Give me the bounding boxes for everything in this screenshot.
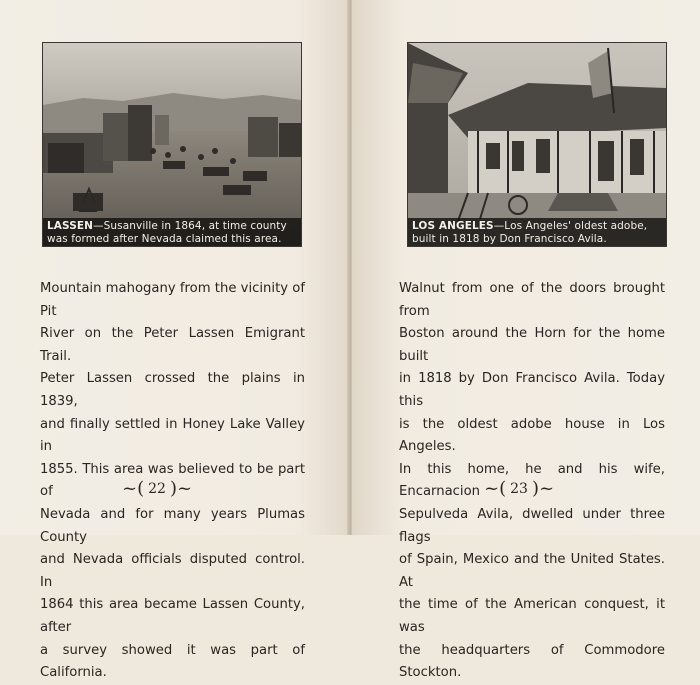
text-line: Peter Lassen crossed the plains in 1839, xyxy=(40,371,305,409)
text-line: a survey showed it was part of California. xyxy=(40,642,305,681)
los-angeles-photo xyxy=(407,42,667,247)
text-line: Boston around the Horn for the home built xyxy=(399,326,665,364)
text-line: the headquarters of Commodore Stockton. xyxy=(399,642,665,681)
ornament-right: )~ xyxy=(169,478,193,499)
text-line: Mountain mahogany from the vicinity of Pit xyxy=(40,281,305,319)
text-line: Sepulveda Avila, dwelled under three flags xyxy=(399,506,665,545)
text-line: Nevada and for many years Plumas County xyxy=(40,506,305,545)
page-number-right xyxy=(484,478,555,499)
ornament-left: ~( xyxy=(122,478,145,499)
page-number: 22 xyxy=(148,481,166,497)
caption-text: —Susanville in 1864, at time county was formed after Nevada claimed this area. xyxy=(47,220,287,245)
page-number-left xyxy=(122,478,193,499)
right-page xyxy=(352,0,700,681)
avila-adobe-image xyxy=(408,43,666,246)
left-page xyxy=(0,0,348,681)
text-line: is the oldest adobe house in Los Angeles. xyxy=(399,416,665,455)
text-line: in 1818 by Don Francisco Avila. Today this xyxy=(399,371,665,409)
text-line: and finally settled in Honey Lake Valley in xyxy=(40,416,305,455)
caption-place: LASSEN xyxy=(47,220,94,232)
los-angeles-caption xyxy=(408,218,666,246)
text-line: 1855. This area was believed to be part of xyxy=(40,461,305,500)
text-line: and Nevada officials disputed control. In xyxy=(40,552,305,590)
susanville-town-image xyxy=(43,43,301,246)
text-line: of Spain, Mexico and the United States. At xyxy=(399,552,665,590)
ornament-left: ~( xyxy=(484,478,507,499)
text-line: Walnut from one of the doors brought from xyxy=(399,281,665,319)
text-line: In this home, he and his wife, Encarnacion xyxy=(399,461,665,500)
page-number: 23 xyxy=(510,481,528,497)
text-line: River on the Peter Lassen Emigrant Trail. xyxy=(40,326,305,364)
ornament-right: )~ xyxy=(531,478,555,499)
caption-place: LOS ANGELES xyxy=(412,220,494,232)
text-line: the time of the American conquest, it was xyxy=(399,597,665,635)
caption-text: —Los Angeles' oldest adobe, built in 1818 by Don Francisco Avila. xyxy=(412,220,648,245)
lassen-caption xyxy=(43,218,301,246)
lassen-photo xyxy=(42,42,302,247)
text-line: 1864 this area became Lassen County, after xyxy=(40,597,305,635)
